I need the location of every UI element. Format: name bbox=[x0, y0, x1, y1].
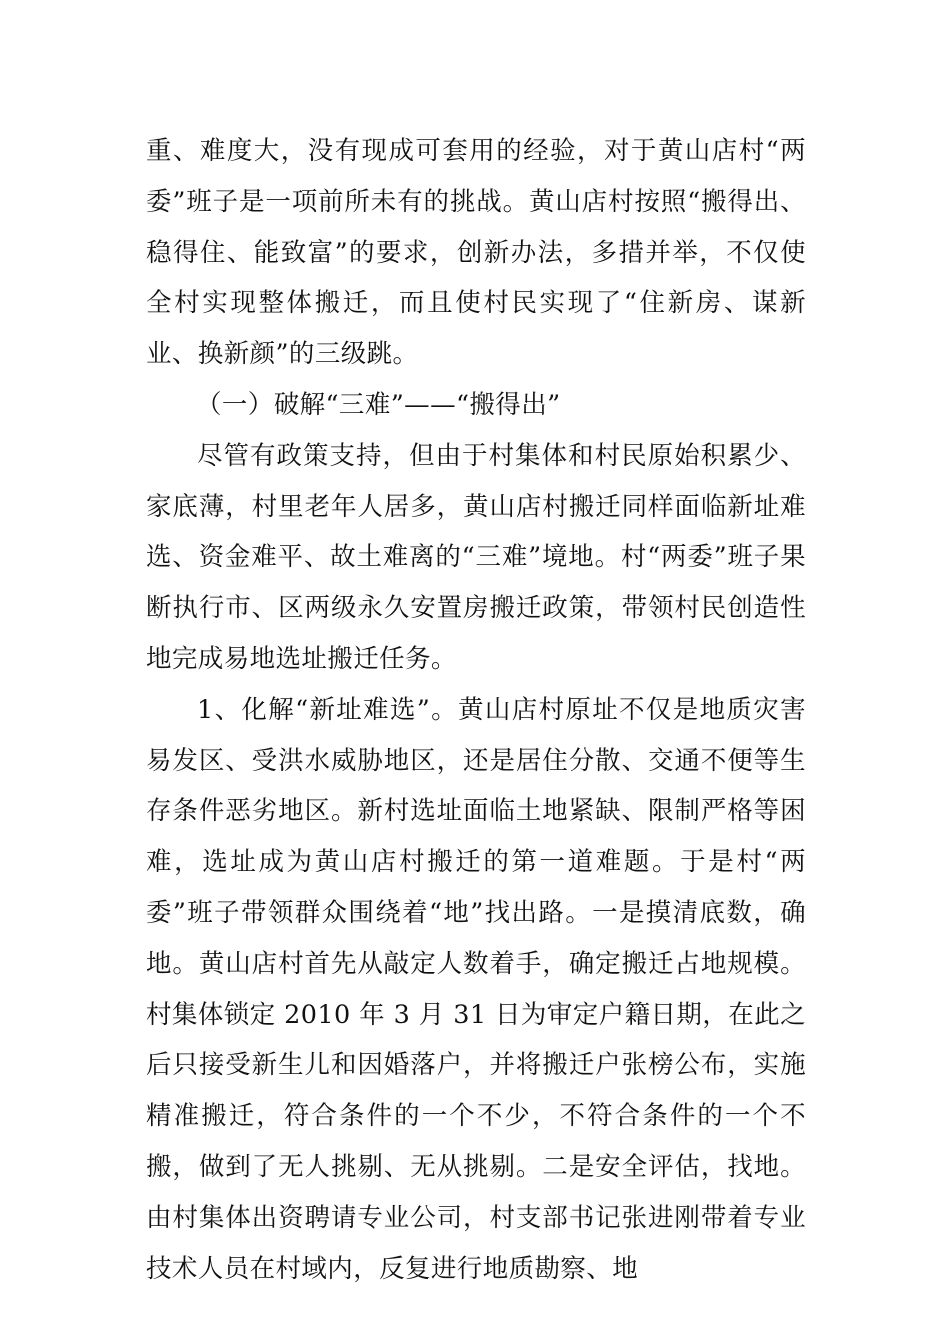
section-heading: （一）破解“三难”——“搬得出” bbox=[196, 389, 561, 420]
paragraph-site-selection: 1、化解“新址难选”。黄山店村原址不仅是地质灾害易发区、受洪水威胁地区，还是居住分散、交通不便等生存条件恶劣地区。新村选址面临土地紧缺、限制严格等困难，选址成为黄山店村搬迁的第一道难题。于是村“两委”班子带领群众围绕着“地”找出路。一是摸清底数，确地。黄山店村首先从敲定人数着手，确定搬迁占地规模。村集体锁定 2010 年 3 月 31 日为审定户籍日期，在此之后只接受新生儿和因婚落户，并将搬迁户张榜公布，实施精准搬迁，符合条件的一个不少，不符合条件的一个不搬，做到了无人挑剔、无从挑剔。二是安全评估，找地。由村集体出资聘请专业公司，村支部书记张进刚带着专业技术人员在村域内，反复进行地质勘察、地 bbox=[146, 694, 806, 1284]
paragraph-continuation: 重、难度大，没有现成可套用的经验，对于黄山店村“两委”班子是一项前所未有的挑战。黄山店村按照“搬得出、稳得住、能致富”的要求，创新办法，多措并举，不仅使全村实现整体搬迁，而且使村民实现了“住新房、谋新业、换新颜”的三级跳。 bbox=[146, 136, 806, 370]
document-body bbox=[146, 126, 806, 1294]
paragraph-three-difficulties: 尽管有政策支持，但由于村集体和村民原始积累少、家底薄，村里老年人居多，黄山店村搬迁同样面临新址难选、资金难平、故土难离的“三难”境地。村“两委”班子果断执行市、区两级永久安置房搬迁政策，带领村民创造性地完成易地选址搬迁任务。 bbox=[146, 440, 806, 674]
